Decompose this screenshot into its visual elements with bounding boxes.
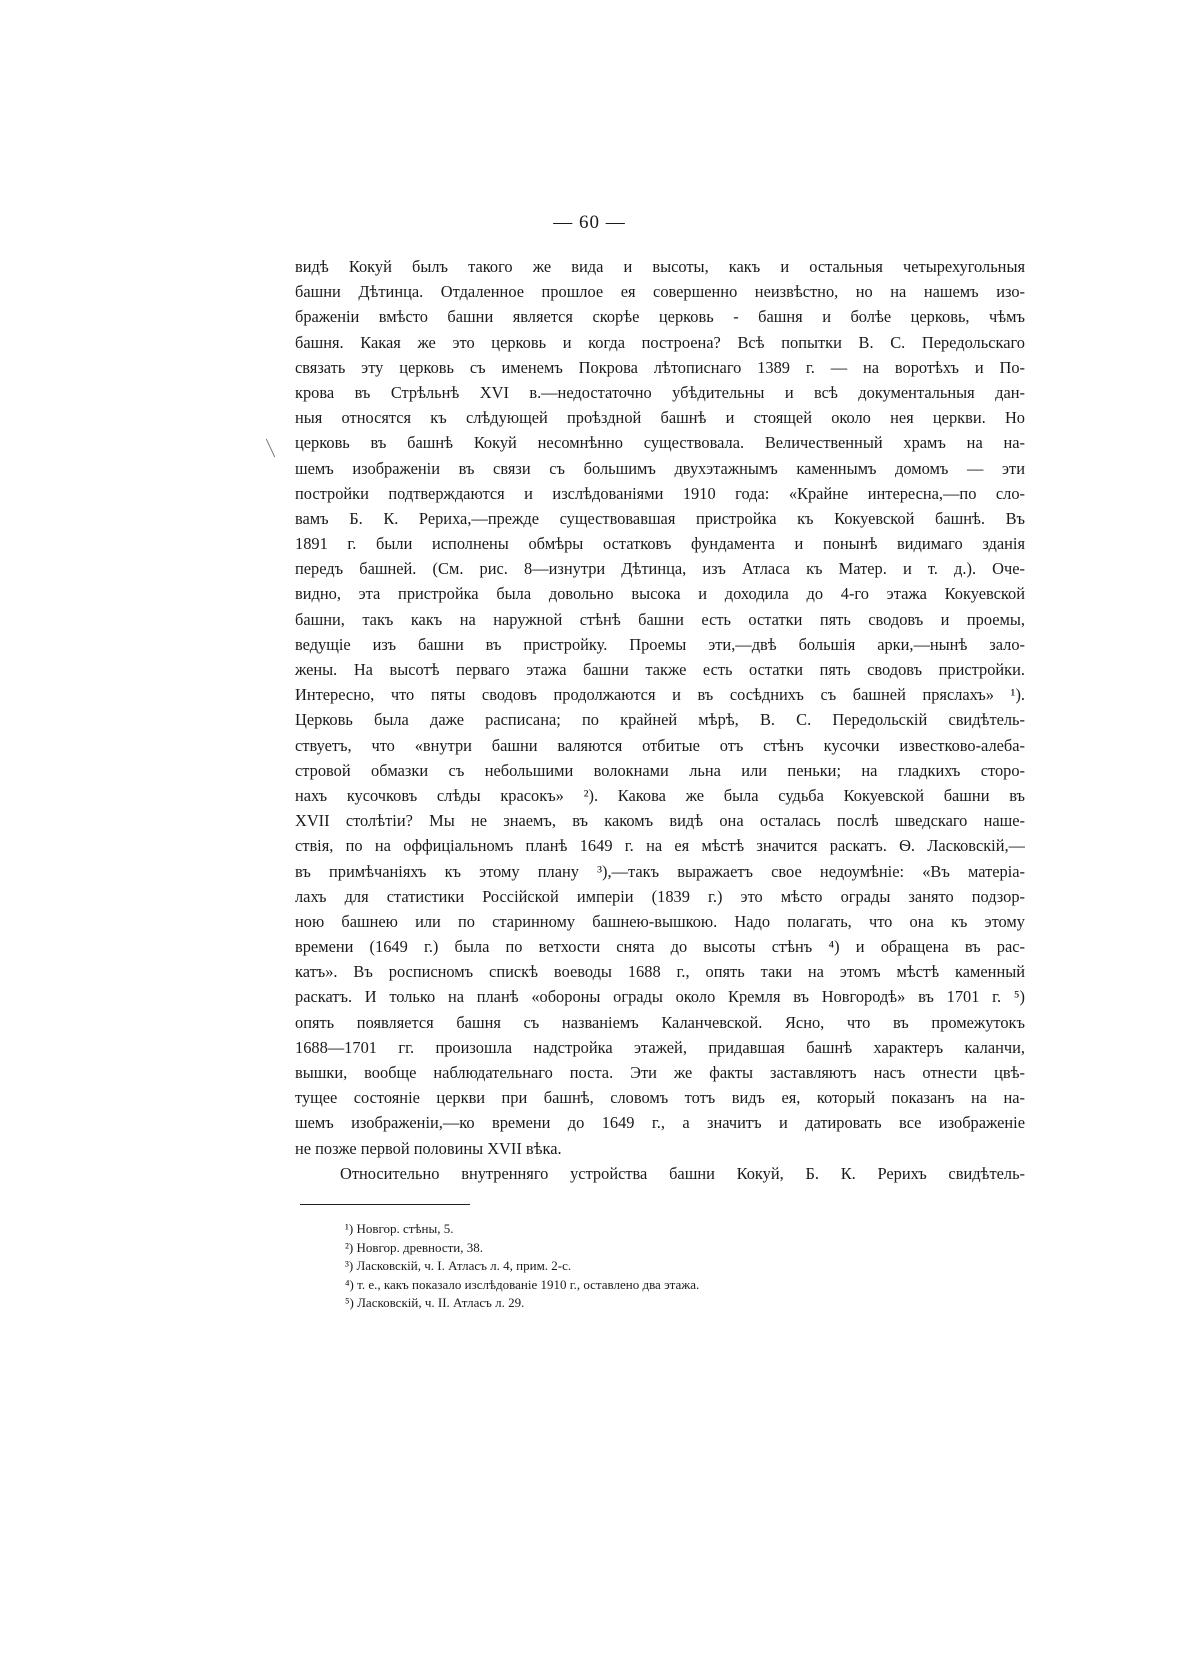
text-line: опять появляется башня съ названіемъ Каланчевской. Ясно, что въ промежутокъ — [295, 1012, 1025, 1032]
text-line: тущее состояніе церкви при башнѣ, словомъ тотъ видъ ея, который показанъ на на- — [295, 1088, 1025, 1108]
text-line: ствія, по на оффиціальномъ планѣ 1649 г. на ея мѣстѣ значится раскатъ. Ѳ. Ласковскій,— — [295, 836, 1025, 856]
text-line: стровой обмазки съ небольшими волокнами льна или пеньки; на гладкихъ сторо- — [295, 760, 1025, 780]
text-line: вамъ Б. К. Рериха,—прежде существовавшая пристройка къ Кокуевской башнѣ. Въ — [295, 508, 1025, 528]
footnote-separator — [300, 1204, 470, 1205]
text-line: Церковь была даже расписана; по крайней мѣрѣ, В. С. Передольскій свидѣтель- — [295, 710, 1025, 730]
text-line: башни Дѣтинца. Отдаленное прошлое ея совершенно неизвѣстно, но на нашемъ изо- — [295, 282, 1025, 302]
text-line: лахъ для статистики Россійской имперіи (1839 г.) это мѣсто ограды занято подзор- — [295, 886, 1025, 906]
text-line: видно, эта пристройка была довольно высока и доходила до 4-го этажа Кокуевской — [295, 584, 1025, 604]
footnotes — [345, 1220, 945, 1313]
text-line: 1891 г. были исполнены обмѣры остатковъ фундамента и понынѣ видимаго зданія — [295, 534, 1025, 554]
text-line: ствуетъ, что «внутри башни валяются отбитые отъ стѣнъ кусочки известково-алеба- — [295, 735, 1025, 755]
text-line: браженіи вмѣсто башни является скорѣе церковь - башня и болѣе церковь, чѣмъ — [295, 307, 1025, 327]
text-line: катъ». Въ росписномъ спискѣ воеводы 1688 г., опять таки на этомъ мѣстѣ каменный — [295, 962, 1025, 982]
text-line: въ примѣчаніяхъ къ этому плану ³),—такъ выражаетъ свое недоумѣніе: «Въ матеріа- — [295, 861, 1025, 881]
footnote: ²) Новгор. древности, 38. — [345, 1239, 483, 1255]
text-line: ныя относятся къ слѣдующей проѣздной башнѣ и стоящей около нея церкви. Но — [295, 408, 1025, 428]
text-line: жены. На высотѣ перваго этажа башни также есть остатки пять сводовъ пристройки. — [295, 660, 1025, 679]
footnote: ¹) Новгор. стѣны, 5. — [345, 1221, 454, 1236]
text-line: шемъ изображеніи,—ко времени до 1649 г., а значитъ и датировать все изображеніе — [295, 1113, 1025, 1133]
footnote: ³) Ласковскій, ч. I. Атласъ л. 4, прим. 2-с. — [345, 1258, 572, 1273]
text-line: нахъ кусочковъ слѣды красокъ» ²). Какова же была судьба Кокуевской башни въ — [295, 785, 1025, 805]
text-line: ведущіе изъ башни въ пристройку. Проемы эти,—двѣ большія арки,—нынѣ зало- — [295, 634, 1025, 654]
text-line: Интересно, что пяты сводовъ продолжаются и въ сосѣднихъ съ башней пряслахъ» ¹). — [295, 685, 1025, 705]
main-text — [295, 254, 1025, 1186]
footnote: ⁴) т. е., какъ показало изслѣдованіе 1910 г., оставлено два этажа. — [345, 1276, 700, 1292]
text-line: башни, такъ какъ на наружной стѣнѣ башни есть остатки пять сводовъ и проемы, — [295, 609, 1025, 629]
text-line: не позже первой половины XVII вѣка. — [295, 1138, 562, 1158]
text-line: связать эту церковь съ именемъ Покрова лѣтописнаго 1389 г. — на воротѣхъ и По- — [295, 357, 1025, 377]
text-line: видѣ Кокуй былъ такого же вида и высоты, какъ и остальныя четырехугольныя — [295, 257, 1025, 276]
text-line: церковь въ башнѣ Кокуй несомнѣнно существовала. Величественный храмъ на на- — [295, 433, 1025, 453]
text-line-paragraph-start: Относительно внутренняго устройства башни Кокуй, Б. К. Рерихъ свидѣтель- — [340, 1163, 1025, 1183]
text-line: времени (1649 г.) была по ветхости снята до высоты стѣнъ ⁴) и обращена въ рас- — [295, 937, 1025, 957]
text-line: башня. Какая же это церковь и когда построена? Всѣ попытки В. С. Передольскаго — [295, 332, 1025, 352]
text-line: XVII столѣтіи? Мы не знаемъ, въ какомъ видѣ она осталась послѣ шведскаго наше- — [295, 811, 1025, 831]
text-line: постройки подтверждаются и изслѣдованіями 1910 года: «Крайне интересна,—по сло- — [295, 483, 1025, 503]
text-line: ною башнею или по старинному башнею-вышкою. Надо полагать, что она къ этому — [295, 911, 1025, 931]
text-line: 1688—1701 гг. произошла надстройка этажей, придавшая башнѣ характеръ каланчи, — [295, 1037, 1025, 1057]
footnote: ⁵) Ласковскій, ч. II. Атласъ л. 29. — [345, 1295, 525, 1310]
text-line: шемъ изображеніи въ связи съ большимъ двухэтажнымъ каменнымъ домомъ — эти — [295, 458, 1025, 478]
text-line: вышки, вообще наблюдательнаго поста. Эти же факты заставляютъ насъ отнести цвѣ- — [295, 1063, 1025, 1082]
page-number: — 60 — — [553, 212, 626, 233]
margin-pencil-mark — [266, 439, 275, 458]
text-line: раскатъ. И только на планѣ «обороны ограды около Кремля въ Новгородѣ» въ 1701 г. ⁵) — [295, 987, 1025, 1007]
text-line: крова въ Стрѣльнѣ XVI в.—недостаточно убѣдительны и всѣ документальныя дан- — [295, 382, 1025, 402]
text-line: передъ башней. (См. рис. 8—изнутри Дѣтинца, изъ Атласа къ Матер. и т. д.). Оче- — [295, 559, 1025, 579]
